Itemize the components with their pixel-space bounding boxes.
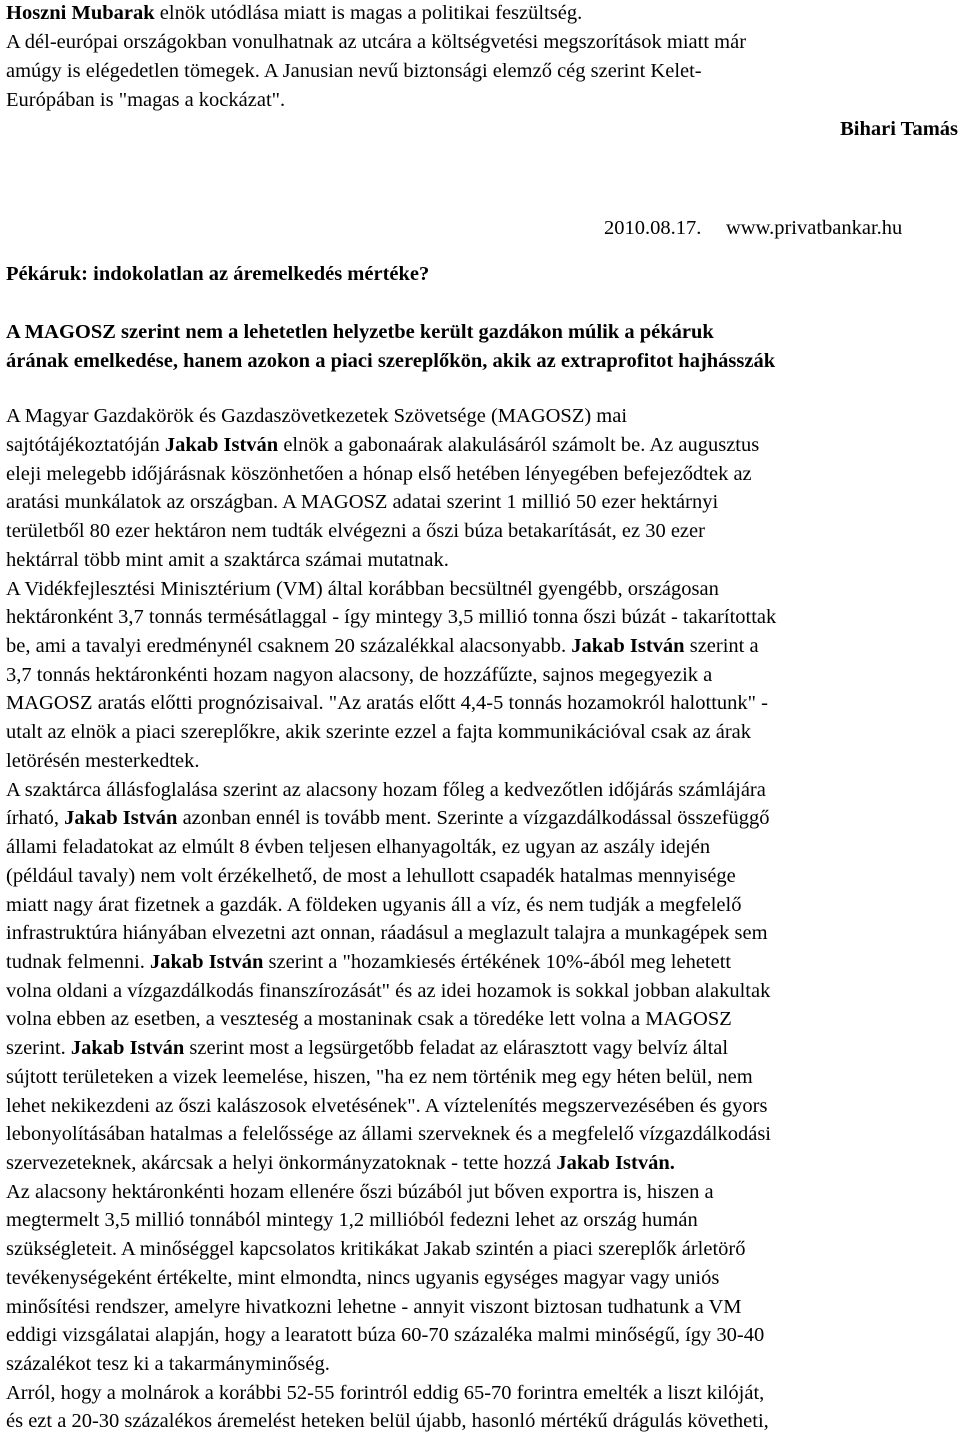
body-line: Az alacsony hektáronkénti hozam ellenére őszi búzából jut bőven exportra is, hiszen a	[6, 1181, 714, 1203]
body-line: A szaktárca állásfoglalása szerint az alacsony hozam főleg a kedvezőtlen időjárás számlájára	[6, 779, 766, 801]
intro-line-1: Hoszni Mubarak elnök utódlása miatt is magas a politikai feszültség.	[6, 2, 583, 24]
intro-line-4: Európában is "magas a kockázat".	[6, 89, 286, 111]
intro-line-3: amúgy is elégedetlen tömegek. A Janusian nevű biztonsági elemző cég szerint Kelet-	[6, 60, 702, 82]
article-lead-line-2: árának emelkedése, hanem azokon a piaci szereplőkön, akik az extraprofitot hajhásszák	[6, 350, 776, 372]
body-line: sajtótájékoztatóján Jakab István elnök a gabonaárak alakulásáról számolt be. Az augusztus	[6, 434, 760, 456]
body-line: szükségleteit. A minőséggel kapcsolatos kritikákat Jakab szintén a piaci szereplők árletörő	[6, 1238, 746, 1260]
body-line: eddigi vizsgálatai alapján, hogy a learatott búza 60-70 százaléka malmi minőségű, így 30-40	[6, 1324, 765, 1346]
body-line: infrastruktúra hiányában elvezetni azt onnan, ráadásul a meglazult talajra a munkagépek sem	[6, 922, 768, 944]
body-line: eleji melegebb időjárásnak köszönhetően a hónap első hetében lényegében befejeződtek az	[6, 463, 752, 485]
intro-bold-name: Hoszni Mubarak	[6, 2, 155, 24]
person-name: Jakab István	[571, 635, 685, 657]
body-line: írható, Jakab István azonban ennél is tovább ment. Szerinte a vízgazdálkodással összefüggő	[6, 807, 770, 829]
body-line: szervezeteknek, akárcsak a helyi önkormányzatoknak - tette hozzá Jakab István.	[6, 1152, 675, 1174]
body-line: tevékenységeként értékelte, mint elmondta, nincs ugyanis egységes magyar vagy uniós	[6, 1267, 720, 1289]
body-line: tudnak felmenni. Jakab István szerint a "hozamkiesés értékének 10%-ából meg lehetett	[6, 951, 732, 973]
body-line: volna oldani a vízgazdálkodás finanszírozását" és az idei hozamok is sokkal jobban alakultak	[6, 980, 771, 1002]
body-line: százalékot tesz ki a takarmányminőség.	[6, 1353, 330, 1375]
person-name: Jakab István	[150, 951, 264, 973]
body-line: MAGOSZ aratás előtti prognózisaival. "Az aratás előtt 4,4-5 tonnás hozamokról halottunk" -	[6, 692, 768, 714]
article-lead-line-1: A MAGOSZ szerint nem a lehetetlen helyzetbe került gazdákon múlik a pékáruk	[6, 321, 714, 343]
body-line: miatt nagy árat fizetnek a gazdák. A földeken ugyanis áll a víz, és nem tudják a megfelelő	[6, 894, 742, 916]
body-line: (például tavaly) nem volt érzékelhető, de most a lehullott csapadék hatalmas mennyisége	[6, 865, 736, 887]
body-line: A Vidékfejlesztési Minisztérium (VM) által korábban becsültnél gyengébb, országosan	[6, 578, 719, 600]
body-line: 3,7 tonnás hektáronkénti hozam nagyon alacsony, de hozzáfűzte, sajnos megegyezik a	[6, 664, 713, 686]
body-line: be, ami a tavalyi eredménynél csaknem 20 százalékkal alacsonyabb. Jakab István szerint a	[6, 635, 759, 657]
article-source: www.privatbankar.hu	[726, 217, 903, 239]
person-name: Jakab István	[64, 807, 178, 829]
body-line: A Magyar Gazdakörök és Gazdaszövetkezetek Szövetsége (MAGOSZ) mai	[6, 405, 628, 427]
article-date: 2010.08.17.	[604, 217, 702, 239]
intro-line-2: A dél-európai országokban vonulhatnak az utcára a költségvetési megszorítások miatt már	[6, 31, 747, 53]
body-line: megtermelt 3,5 millió tonnából mintegy 1,2 millióból fedezni lehet az ország humán	[6, 1209, 698, 1231]
body-line: hektáronként 3,7 tonnás termésátlaggal - így mintegy 3,5 millió tonna őszi búzát - takarítottak	[6, 606, 777, 628]
body-line: állami feladatokat az elmúlt 8 évben teljesen elhanyagolták, ez ugyan az aszály idején	[6, 836, 711, 858]
body-line: aratási munkálatok az országban. A MAGOSZ adatai szerint 1 millió 50 ezer hektárnyi	[6, 491, 719, 513]
article-title: Pékáruk: indokolatlan az áremelkedés mértéke?	[6, 263, 430, 285]
body-line: és ezt a 20-30 százalékos áremelést heteken belül újabb, hasonló mértékű drágulás követheti,	[6, 1410, 769, 1432]
body-line: hektárral több mint amit a szaktárca számai mutatnak.	[6, 549, 449, 571]
person-name: Jakab István.	[556, 1152, 675, 1174]
body-line: Arról, hogy a molnárok a korábbi 52-55 forintról eddig 65-70 forintra emelték a liszt kilóját,	[6, 1382, 765, 1404]
body-line: szerint. Jakab István szerint most a legsürgetőbb feladat az elárasztott vagy belvíz által	[6, 1037, 729, 1059]
body-line: letörésén mesterkedtek.	[6, 750, 200, 772]
person-name: Jakab István	[70, 1037, 185, 1059]
body-line: lehet nekikezdeni az őszi kalászosok elvetésének". A víztelenítés megszervezésében és gyors	[6, 1095, 768, 1117]
body-line: utalt az elnök a piaci szereplőkre, akik szerinte ezzel a fajta kommunikációval csak az árak	[6, 721, 752, 743]
body-line: volna ebben az esetben, a veszteség a mostaninak csak a töredéke lett volna a MAGOSZ	[6, 1008, 732, 1030]
person-name: Jakab István	[164, 434, 279, 456]
body-line: területből 80 ezer hektáron nem tudták elvégezni a őszi búza betakarítását, ez 30 ezer	[6, 520, 705, 542]
body-line: minősítési rendszer, amelyre hivatkozni lehetne - annyit viszont biztosan tudhatunk a VM	[6, 1296, 742, 1318]
body-line: lebonyolításában hatalmas a felelőssége az állami szerveknek és a megfelelő vízgazdálkodási	[6, 1123, 772, 1145]
body-line: sújtott területeken a vizek leemelése, hiszen, "ha ez nem történik meg egy héten belül, nem	[6, 1066, 753, 1088]
author-byline: Bihari Tamás	[840, 118, 958, 140]
